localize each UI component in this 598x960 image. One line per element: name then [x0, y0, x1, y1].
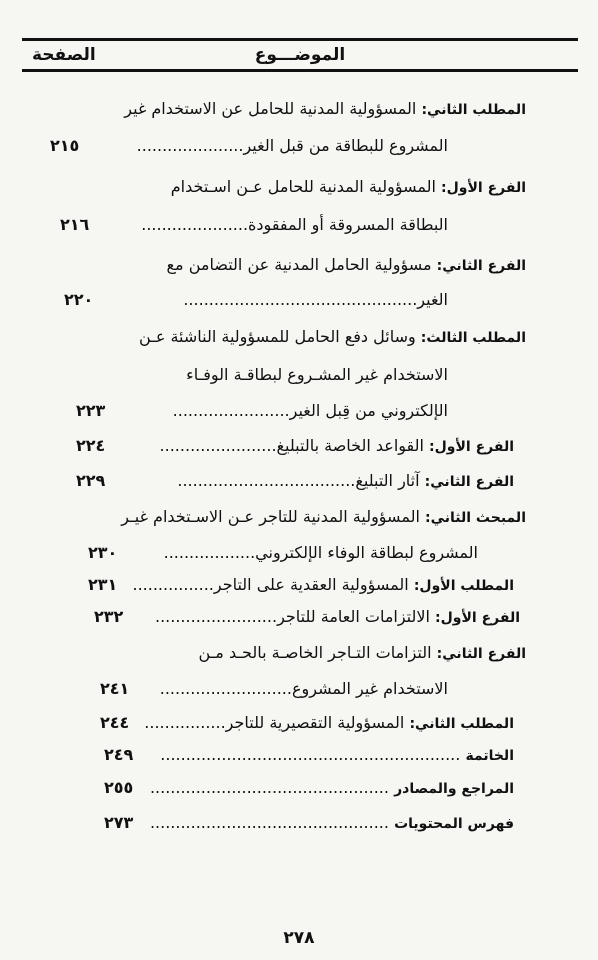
entry-page: ٢٣٢: [94, 607, 124, 626]
entry-text: الاستخدام غير المشـروع لبطاقـة الوفـاء: [186, 365, 448, 384]
entry-text: المشروع لبطاقة الوفاء الإلكتروني..................: [163, 543, 478, 562]
entry-label: المبحث الثاني:: [425, 510, 526, 526]
toc-row: [0, 502, 598, 532]
entry-page: ٢٢٩: [76, 471, 106, 490]
entry-page: ٢٢٤: [76, 436, 106, 455]
entry-label: المطلب الثاني:: [409, 716, 514, 732]
toc-row: [0, 808, 598, 838]
entry-label: المطلب الثالث:: [420, 330, 526, 346]
entry-label: المطلب الثاني:: [421, 102, 526, 118]
header-page: الصفحة: [32, 45, 96, 65]
toc-row: [0, 250, 598, 280]
entry-label: المراجع والمصادر: [394, 781, 514, 797]
toc-row: [0, 431, 598, 461]
toc-row: [0, 94, 598, 124]
entry-label: الفرع الأول:: [435, 610, 520, 626]
toc-row: [0, 322, 598, 352]
entry-label: الفرع الثاني:: [436, 646, 526, 662]
entry-page: ٢١٥: [50, 136, 80, 155]
entry-page: ٢١٦: [60, 215, 90, 234]
entry-text: المسؤولية المدنية للتاجر عـن الاسـتخدام غيـر: [121, 507, 420, 526]
entry-text: ...........................................................: [160, 745, 461, 764]
entry-page: ٢٣١: [88, 575, 118, 594]
entry-text: المسؤولية المدنية للحامل عـن اسـتخدام: [170, 177, 436, 196]
toc-row: [0, 396, 598, 426]
entry-label: المطلب الأول:: [413, 578, 514, 594]
entry-text: آثار التبليغ...................................: [177, 471, 420, 490]
toc-row: [0, 602, 598, 632]
toc-row: [0, 740, 598, 770]
toc-row: [0, 538, 598, 568]
entry-text: ...............................................: [149, 778, 389, 797]
entry-text: مسؤولية الحامل المدنية عن التضامن مع: [166, 255, 432, 274]
entry-page: ٢٢٠: [64, 290, 94, 309]
toc-row: [0, 172, 598, 202]
toc-row: [0, 674, 598, 704]
entry-label: الفرع الأول:: [441, 180, 526, 196]
entry-page: ٢٤١: [100, 679, 130, 698]
entry-page: ٢٧٣: [104, 813, 134, 832]
entry-label: الفرع الثاني:: [436, 258, 526, 274]
entry-label: فهرس المحتويات: [394, 816, 514, 832]
entry-page: ٢٣٠: [88, 543, 118, 562]
toc-row: [0, 638, 598, 668]
entry-text: المسؤولية العقدية على التاجر................: [132, 575, 409, 594]
entry-text: الغير..............................................: [183, 290, 448, 309]
toc-row: [0, 210, 598, 240]
entry-page: ٢٥٥: [104, 778, 134, 797]
entry-text: المشروع للبطاقة من قبل الغير.....................: [136, 136, 448, 155]
page-number: ٢٧٨: [283, 928, 315, 948]
entry-text: البطاقة المسروقة أو المفقودة.....................: [141, 215, 448, 234]
entry-page: ٢٤٩: [104, 745, 134, 764]
toc-row: [0, 360, 598, 390]
toc-header: [22, 38, 578, 72]
entry-text: الإلكتروني من قِبل الغير.......................: [172, 401, 448, 420]
toc-row: [0, 570, 598, 600]
entry-text: الالتزامات العامة للتاجر........................: [155, 607, 430, 626]
toc-row: [0, 466, 598, 496]
toc-row: [0, 131, 598, 161]
toc-row: [0, 773, 598, 803]
entry-text: وسائل دفع الحامل للمسؤولية الناشئة عـن: [138, 327, 416, 346]
header-topic: الموضـــوع: [254, 45, 346, 65]
entry-page: ٢٤٤: [100, 713, 130, 732]
entry-label: الفرع الأول:: [429, 439, 514, 455]
toc-row: [0, 708, 598, 738]
entry-text: المسؤولية التقصيرية للتاجر................: [144, 713, 405, 732]
toc-row: [0, 285, 598, 315]
entry-text: المسؤولية المدنية للحامل عن الاستخدام غير: [124, 99, 417, 118]
entry-text: القواعد الخاصة بالتبليغ.......................: [159, 436, 424, 455]
entry-page: ٢٢٣: [76, 401, 106, 420]
entry-text: الاستخدام غير المشروع..........................: [159, 679, 448, 698]
entry-label: الخاتمة: [465, 748, 514, 764]
entry-text: ...............................................: [149, 813, 389, 832]
entry-label: الفرع الثاني:: [424, 474, 514, 490]
entry-text: التزامات التـاجر الخاصـة بالحـد مـن: [198, 643, 432, 662]
